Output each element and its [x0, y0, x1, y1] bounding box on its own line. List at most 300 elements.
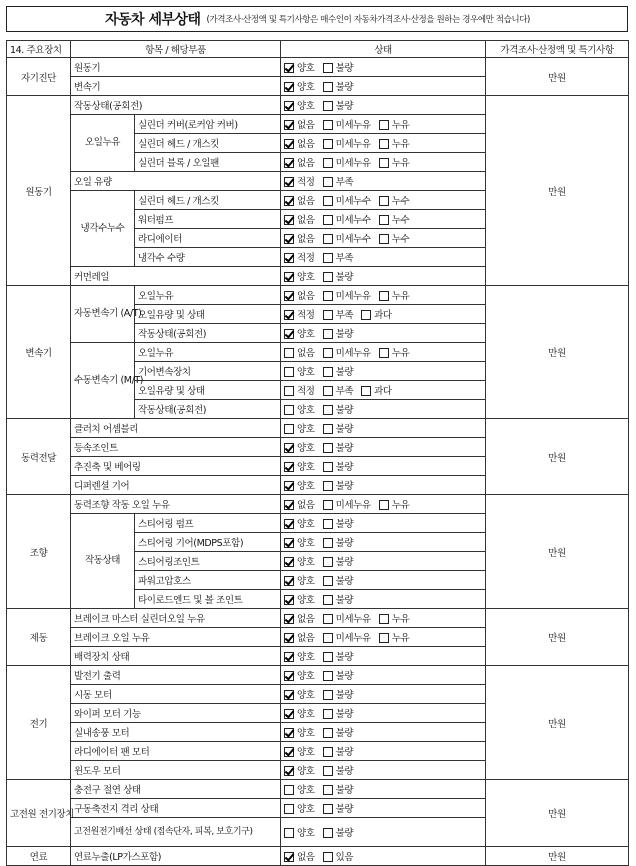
- state-option[interactable]: [284, 60, 315, 74]
- checkbox[interactable]: [323, 158, 333, 168]
- option-label: 양호: [297, 519, 315, 530]
- state-option[interactable]: [379, 136, 410, 150]
- checkbox[interactable]: [323, 405, 333, 415]
- option-label: 불량: [335, 272, 354, 283]
- option-label: 불량: [335, 652, 354, 663]
- option-label: 없음: [297, 234, 315, 245]
- option-label: 적정: [297, 177, 315, 188]
- price-field[interactable]: 만원: [486, 286, 629, 419]
- state-option[interactable]: [323, 345, 371, 359]
- state-option[interactable]: [361, 383, 392, 397]
- checkbox[interactable]: [323, 766, 333, 776]
- state-option[interactable]: [284, 345, 315, 359]
- option-label: 양호: [297, 82, 315, 93]
- price-field[interactable]: 만원: [486, 780, 629, 847]
- checkbox[interactable]: [379, 196, 389, 206]
- state-option[interactable]: [379, 630, 410, 644]
- state-option[interactable]: [323, 60, 354, 74]
- state-option[interactable]: [323, 117, 371, 131]
- checkbox[interactable]: [323, 481, 333, 491]
- checkbox[interactable]: [379, 139, 389, 149]
- state-option[interactable]: [284, 136, 315, 150]
- state-option[interactable]: [284, 825, 315, 839]
- state-option[interactable]: [284, 782, 315, 796]
- checkbox[interactable]: [323, 671, 333, 681]
- state-options: [281, 704, 486, 723]
- checkbox[interactable]: [323, 348, 333, 358]
- checked-checkbox[interactable]: [284, 852, 294, 862]
- state-option[interactable]: [323, 98, 354, 112]
- checkbox[interactable]: [323, 852, 333, 862]
- checked-checkbox[interactable]: [284, 576, 294, 586]
- state-option[interactable]: [284, 554, 315, 568]
- checkbox[interactable]: [323, 329, 333, 339]
- checked-checkbox[interactable]: [284, 329, 294, 339]
- option-label: 없음: [297, 291, 315, 302]
- option-label: 미세누유: [335, 614, 371, 625]
- checkbox[interactable]: [323, 101, 333, 111]
- option-label: 양호: [297, 462, 315, 473]
- checkbox[interactable]: [284, 828, 294, 838]
- device-category: 제동: [7, 609, 71, 666]
- option-label: 누유: [391, 614, 410, 625]
- sub-group: 작동상태: [71, 514, 135, 609]
- option-label: 불량: [335, 747, 354, 758]
- checked-checkbox[interactable]: [284, 690, 294, 700]
- checked-checkbox[interactable]: [284, 120, 294, 130]
- state-option[interactable]: [284, 174, 315, 188]
- checkbox[interactable]: [323, 557, 333, 567]
- state-option[interactable]: [323, 516, 354, 530]
- state-option[interactable]: [284, 326, 315, 340]
- checked-checkbox[interactable]: [284, 196, 294, 206]
- state-option[interactable]: [284, 459, 315, 473]
- state-option[interactable]: [284, 649, 315, 663]
- option-label: 없음: [297, 614, 315, 625]
- state-option[interactable]: [323, 212, 371, 226]
- item-label: 와이퍼 모터 기능: [71, 704, 281, 723]
- checkbox[interactable]: [379, 120, 389, 130]
- checkbox[interactable]: [284, 804, 294, 814]
- checked-checkbox[interactable]: [284, 82, 294, 92]
- state-option[interactable]: [284, 573, 315, 587]
- checked-checkbox[interactable]: [284, 728, 294, 738]
- state-option[interactable]: [323, 307, 354, 321]
- checkbox[interactable]: [323, 424, 333, 434]
- state-option[interactable]: [323, 383, 354, 397]
- state-option[interactable]: [284, 288, 315, 302]
- state-option[interactable]: [284, 744, 315, 758]
- state-option[interactable]: [323, 668, 354, 682]
- state-option[interactable]: [284, 98, 315, 112]
- checked-checkbox[interactable]: [284, 595, 294, 605]
- state-options: [281, 571, 486, 590]
- state-option[interactable]: [323, 421, 354, 435]
- checkbox[interactable]: [323, 500, 333, 510]
- item-label: 클러치 어셈블리: [71, 419, 281, 438]
- checked-checkbox[interactable]: [284, 139, 294, 149]
- device-category: 자기진단: [7, 58, 71, 96]
- checked-checkbox[interactable]: [284, 614, 294, 624]
- state-option[interactable]: [323, 725, 354, 739]
- option-label: 미세누수: [335, 196, 371, 207]
- price-field[interactable]: 만원: [486, 495, 629, 609]
- option-label: 미세누유: [335, 291, 371, 302]
- checkbox[interactable]: [323, 367, 333, 377]
- checkbox[interactable]: [361, 310, 371, 320]
- state-option[interactable]: [323, 288, 371, 302]
- state-option[interactable]: [323, 459, 354, 473]
- option-label: 불량: [335, 671, 354, 682]
- option-label: 양호: [297, 329, 315, 340]
- checkbox[interactable]: [323, 139, 333, 149]
- checkbox[interactable]: [323, 690, 333, 700]
- checked-checkbox[interactable]: [284, 671, 294, 681]
- state-option[interactable]: [284, 421, 315, 435]
- checkbox[interactable]: [323, 519, 333, 529]
- checked-checkbox[interactable]: [284, 747, 294, 757]
- state-option[interactable]: [284, 117, 315, 131]
- checkbox[interactable]: [284, 785, 294, 795]
- state-option[interactable]: [323, 649, 354, 663]
- item-label: 오일누유: [135, 343, 281, 362]
- option-label: 양호: [297, 690, 315, 701]
- table-row: [7, 847, 629, 866]
- state-option[interactable]: [323, 326, 354, 340]
- item-label: 작동상태(공회전): [71, 96, 281, 115]
- item-label: 고전원전기배선 상태 (접속단자, 피복, 보호기구): [71, 818, 281, 847]
- price-field[interactable]: 만원: [486, 847, 629, 866]
- item-label: 배력장치 상태: [71, 647, 281, 666]
- state-options: [281, 324, 486, 343]
- state-options: [281, 58, 486, 77]
- state-option[interactable]: [284, 801, 315, 815]
- checked-checkbox[interactable]: [284, 652, 294, 662]
- item-label: 동력조향 작동 오일 누유: [71, 495, 281, 514]
- state-option[interactable]: [284, 79, 315, 93]
- checkbox[interactable]: [323, 576, 333, 586]
- option-label: 양호: [297, 785, 315, 796]
- state-options: [281, 248, 486, 267]
- state-option[interactable]: [323, 269, 354, 283]
- state-option[interactable]: [323, 611, 371, 625]
- checkbox[interactable]: [323, 633, 333, 643]
- state-option[interactable]: [323, 250, 354, 264]
- state-options: [281, 343, 486, 362]
- state-option[interactable]: [323, 364, 354, 378]
- state-option[interactable]: [284, 212, 315, 226]
- checkbox[interactable]: [323, 595, 333, 605]
- checkbox[interactable]: [284, 348, 294, 358]
- state-option[interactable]: [323, 535, 354, 549]
- state-option[interactable]: [323, 478, 354, 492]
- state-option[interactable]: [323, 193, 371, 207]
- option-label: 누수: [391, 215, 410, 226]
- option-label: 양호: [297, 443, 315, 454]
- option-label: 미세누유: [335, 139, 371, 150]
- item-label: 충전구 절연 상태: [71, 780, 281, 799]
- state-option[interactable]: [284, 706, 315, 720]
- checkbox[interactable]: [323, 291, 333, 301]
- state-option[interactable]: [284, 250, 315, 264]
- checkbox[interactable]: [284, 405, 294, 415]
- state-option[interactable]: [323, 687, 354, 701]
- option-label: 양호: [297, 652, 315, 663]
- checkbox[interactable]: [323, 785, 333, 795]
- header-device: 14. 주요장치: [7, 41, 71, 58]
- item-label: 추진축 및 베어링: [71, 457, 281, 476]
- state-option[interactable]: [284, 440, 315, 454]
- checked-checkbox[interactable]: [284, 158, 294, 168]
- state-option[interactable]: [323, 402, 354, 416]
- option-label: 양호: [297, 424, 315, 435]
- state-option[interactable]: [323, 592, 354, 606]
- checked-checkbox[interactable]: [284, 177, 294, 187]
- item-label: 작동상태(공회전): [135, 400, 281, 419]
- state-option[interactable]: [284, 269, 315, 283]
- checkbox[interactable]: [323, 728, 333, 738]
- checked-checkbox[interactable]: [284, 272, 294, 282]
- table-row: [7, 419, 629, 438]
- checked-checkbox[interactable]: [284, 234, 294, 244]
- item-label: 발전기 출력: [71, 666, 281, 685]
- checkbox[interactable]: [379, 614, 389, 624]
- checkbox[interactable]: [323, 272, 333, 282]
- state-option[interactable]: [379, 193, 410, 207]
- state-options: [281, 172, 486, 191]
- state-option[interactable]: [284, 516, 315, 530]
- checked-checkbox[interactable]: [284, 557, 294, 567]
- checkbox[interactable]: [323, 234, 333, 244]
- item-label: 실린더 블록 / 오일팬: [135, 153, 281, 172]
- option-label: 누유: [391, 120, 410, 131]
- state-option[interactable]: [284, 592, 315, 606]
- option-label: 미세누유: [335, 633, 371, 644]
- checked-checkbox[interactable]: [284, 519, 294, 529]
- price-field[interactable]: 만원: [486, 609, 629, 666]
- checkbox[interactable]: [284, 386, 294, 396]
- checked-checkbox[interactable]: [284, 101, 294, 111]
- checkbox[interactable]: [361, 386, 371, 396]
- option-label: 누유: [391, 633, 410, 644]
- option-label: 불량: [335, 405, 354, 416]
- checkbox[interactable]: [323, 196, 333, 206]
- checkbox[interactable]: [323, 386, 333, 396]
- state-option[interactable]: [284, 383, 315, 397]
- state-option[interactable]: [323, 801, 354, 815]
- checkbox[interactable]: [323, 63, 333, 73]
- checkbox[interactable]: [323, 443, 333, 453]
- checkbox[interactable]: [379, 348, 389, 358]
- state-option[interactable]: [323, 155, 371, 169]
- table-row: [7, 96, 629, 115]
- state-option[interactable]: [323, 573, 354, 587]
- checkbox[interactable]: [284, 424, 294, 434]
- option-label: 불량: [335, 443, 354, 454]
- price-field[interactable]: 만원: [486, 58, 629, 96]
- option-label: 부족: [335, 253, 354, 264]
- state-option[interactable]: [323, 782, 354, 796]
- option-label: 불량: [335, 481, 354, 492]
- state-option[interactable]: [379, 611, 410, 625]
- state-option[interactable]: [361, 307, 392, 321]
- sub-group: 냉각수누수: [71, 191, 135, 267]
- checked-checkbox[interactable]: [284, 709, 294, 719]
- checked-checkbox[interactable]: [284, 766, 294, 776]
- state-option[interactable]: [323, 440, 354, 454]
- checked-checkbox[interactable]: [284, 63, 294, 73]
- item-label: 워터펌프: [135, 210, 281, 229]
- state-option[interactable]: [284, 402, 315, 416]
- item-label: 라디에이터: [135, 229, 281, 248]
- checked-checkbox[interactable]: [284, 633, 294, 643]
- state-option[interactable]: [284, 725, 315, 739]
- checked-checkbox[interactable]: [284, 215, 294, 225]
- option-label: 양호: [297, 766, 315, 777]
- state-option[interactable]: [323, 849, 354, 863]
- state-option[interactable]: [379, 155, 410, 169]
- state-option[interactable]: [323, 554, 354, 568]
- state-option[interactable]: [323, 79, 354, 93]
- item-label: 스티어링 펌프: [135, 514, 281, 533]
- option-label: 불량: [335, 424, 354, 435]
- state-option[interactable]: [323, 706, 354, 720]
- state-options: [281, 780, 486, 799]
- state-option[interactable]: [284, 155, 315, 169]
- checkbox[interactable]: [323, 652, 333, 662]
- option-label: 누유: [391, 291, 410, 302]
- state-option[interactable]: [284, 193, 315, 207]
- checked-checkbox[interactable]: [284, 253, 294, 263]
- checkbox[interactable]: [323, 614, 333, 624]
- option-label: 불량: [335, 709, 354, 720]
- checkbox[interactable]: [379, 215, 389, 225]
- state-options: [281, 552, 486, 571]
- checked-checkbox[interactable]: [284, 538, 294, 548]
- item-label: 냉각수 수량: [135, 248, 281, 267]
- checked-checkbox[interactable]: [284, 310, 294, 320]
- state-option[interactable]: [284, 535, 315, 549]
- option-label: 부족: [335, 386, 354, 397]
- checkbox[interactable]: [323, 215, 333, 225]
- item-label: 변속기: [71, 77, 281, 96]
- state-option[interactable]: [284, 849, 315, 863]
- option-label: 적정: [297, 310, 315, 321]
- state-option[interactable]: [323, 825, 354, 839]
- state-option[interactable]: [379, 345, 410, 359]
- option-label: 미세누수: [335, 215, 371, 226]
- state-option[interactable]: [379, 231, 410, 245]
- option-label: 부족: [335, 310, 354, 321]
- state-option[interactable]: [379, 497, 410, 511]
- checkbox[interactable]: [323, 747, 333, 757]
- checked-checkbox[interactable]: [284, 443, 294, 453]
- checkbox[interactable]: [323, 828, 333, 838]
- checkbox[interactable]: [323, 310, 333, 320]
- checkbox[interactable]: [323, 177, 333, 187]
- state-options: [281, 590, 486, 609]
- state-option[interactable]: [284, 687, 315, 701]
- checkbox[interactable]: [379, 234, 389, 244]
- checkbox[interactable]: [323, 709, 333, 719]
- option-label: 양호: [297, 728, 315, 739]
- state-option[interactable]: [284, 763, 315, 777]
- state-option[interactable]: [323, 174, 354, 188]
- checkbox[interactable]: [323, 804, 333, 814]
- device-category: 조향: [7, 495, 71, 609]
- checked-checkbox[interactable]: [284, 481, 294, 491]
- state-option[interactable]: [323, 763, 354, 777]
- state-option[interactable]: [323, 136, 371, 150]
- device-category: 고전원 전기장치: [7, 780, 71, 847]
- checkbox[interactable]: [379, 500, 389, 510]
- state-options: [281, 742, 486, 761]
- state-option[interactable]: [379, 212, 410, 226]
- checkbox[interactable]: [323, 253, 333, 263]
- state-options: [281, 305, 486, 324]
- state-option[interactable]: [323, 231, 371, 245]
- option-label: 불량: [335, 690, 354, 701]
- checkbox[interactable]: [284, 367, 294, 377]
- option-label: 없음: [297, 852, 315, 863]
- option-label: 적정: [297, 253, 315, 264]
- state-option[interactable]: [284, 611, 315, 625]
- checkbox[interactable]: [379, 158, 389, 168]
- state-option[interactable]: [379, 288, 410, 302]
- state-options: [281, 153, 486, 172]
- state-options: [281, 419, 486, 438]
- state-option[interactable]: [284, 364, 315, 378]
- checked-checkbox[interactable]: [284, 291, 294, 301]
- state-option[interactable]: [379, 117, 410, 131]
- header-row: [7, 41, 629, 58]
- state-options: [281, 495, 486, 514]
- checkbox[interactable]: [323, 82, 333, 92]
- item-label: 디퍼렌셜 기어: [71, 476, 281, 495]
- state-options: [281, 799, 486, 818]
- checked-checkbox[interactable]: [284, 500, 294, 510]
- state-option[interactable]: [284, 630, 315, 644]
- state-option[interactable]: [284, 668, 315, 682]
- checkbox[interactable]: [323, 120, 333, 130]
- checkbox[interactable]: [323, 462, 333, 472]
- state-option[interactable]: [284, 307, 315, 321]
- checkbox[interactable]: [379, 291, 389, 301]
- state-option[interactable]: [323, 497, 371, 511]
- option-label: 양호: [297, 595, 315, 606]
- state-option[interactable]: [284, 231, 315, 245]
- price-field[interactable]: 만원: [486, 666, 629, 780]
- checked-checkbox[interactable]: [284, 462, 294, 472]
- checkbox[interactable]: [323, 538, 333, 548]
- checkbox[interactable]: [379, 633, 389, 643]
- option-label: 누수: [391, 234, 410, 245]
- state-options: [281, 267, 486, 286]
- state-option[interactable]: [323, 744, 354, 758]
- price-field[interactable]: 만원: [486, 96, 629, 286]
- state-options: [281, 286, 486, 305]
- state-option[interactable]: [284, 497, 315, 511]
- option-label: 양호: [297, 272, 315, 283]
- state-options: [281, 115, 486, 134]
- item-label: 등속조인트: [71, 438, 281, 457]
- item-label: 파워고압호스: [135, 571, 281, 590]
- sub-group: 오일누유: [71, 115, 135, 172]
- state-option[interactable]: [323, 630, 371, 644]
- item-label: 타이로드엔드 및 볼 조인트: [135, 590, 281, 609]
- price-field[interactable]: 만원: [486, 419, 629, 495]
- state-option[interactable]: [284, 478, 315, 492]
